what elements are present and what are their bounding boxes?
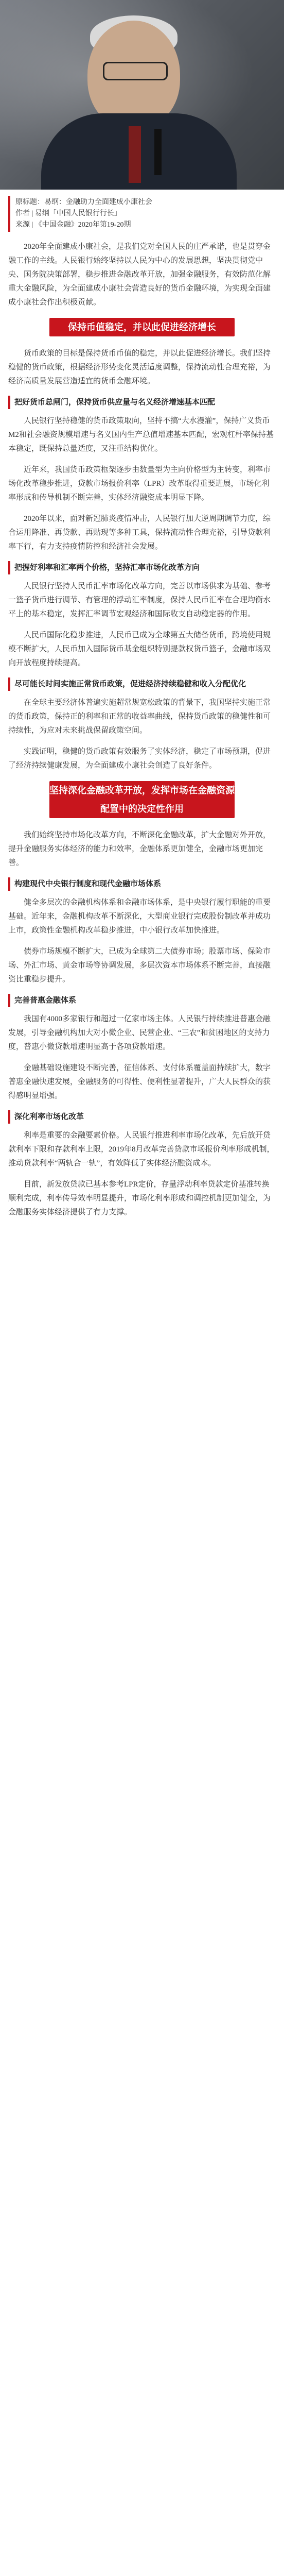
subheading: 把握好利率和汇率两个价格，坚持汇率市场化改革方向 (8, 561, 276, 574)
paragraph: 目前，新发放贷款已基本参考LPR定价，存量浮动利率贷款定价基准转换顺利完成，利率传导效率明显提升，市场化利率形成和调控机制更加健全，为金融服务实体经济提供了有力支撑。 (8, 1180, 271, 1216)
meta-box (8, 196, 276, 232)
hero-photo (0, 0, 284, 190)
paragraph: 在全球主要经济体普遍实施超常规宽松政策的背景下，我国坚持实施正常的货币政策，保持正的利率和正常的收益率曲线，保持货币政策的稳健性和可持续性，为应对未来挑战保留政策空间。 (8, 699, 271, 735)
subheading: 深化利率市场化改革 (8, 1110, 276, 1124)
subheading: 构建现代中央银行制度和现代金融市场体系 (8, 877, 276, 891)
paragraph: 货币政策的目标是保持货币币值的稳定，并以此促进经济增长。我们坚持稳健的货币政策，根据经济形势变化灵活适度调整，保持流动性合理充裕，为经济高质量发展营造适宜的货币金融环境。 (8, 349, 271, 385)
section-title-2: 坚持深化金融改革开放，发挥市场在金融资源配置中的决定性作用 (49, 781, 235, 818)
author-line: 作者 | 易纲「中国人民银行行长」 (15, 210, 121, 217)
paragraph: 人民银行坚持稳健的货币政策取向，坚持不搞“大水漫灌”，保持广义货币M2和社会融资规模增速与名义国内生产总值增速基本匹配，宏观杠杆率保持基本稳定，既保持总量适度，又注重结构优化。 (8, 417, 274, 453)
paragraph: 债券市场规模不断扩大，已成为全球第二大债券市场；股票市场、保险市场、外汇市场、黄金市场等协调发展，多层次资本市场体系不断完善，直接融资比重稳步提升。 (8, 947, 271, 984)
paragraph: 2020年以来，面对新冠肺炎疫情冲击，人民银行加大逆周期调节力度，综合运用降准、再贷款、再贴现等多种工具，保持流动性合理充裕，引导贷款利率下行，有力支持疫情防控和经济社会发展。 (8, 515, 271, 551)
paragraph: 健全多层次的金融机构体系和金融市场体系，是中央银行履行职能的重要基础。近年来，金融机构改革不断深化，大型商业银行完成股份制改革并成功上市，政策性金融机构改革稳步推进，中小银行改革加快推进。 (8, 899, 271, 935)
subheading: 尽可能长时间实施正常货币政策，促进经济持续稳健和收入分配优化 (8, 677, 276, 691)
paragraph: 利率是重要的金融要素价格。人民银行推进利率市场化改革，先后放开贷款利率下限和存款利率上限，2019年8月改革完善贷款市场报价利率形成机制，推动贷款利率“两轨合一轨”，有效降低了实体经济融资成本。 (8, 1131, 275, 1167)
hero-person-tie (129, 126, 141, 183)
subheading: 完善普惠金融体系 (8, 994, 276, 1007)
microphone-icon (154, 129, 162, 175)
hero-person-glasses (103, 62, 168, 80)
article-body (0, 240, 284, 1227)
paragraph: 人民银行坚持人民币汇率市场化改革方向，完善以市场供求为基础、参考一篮子货币进行调节、有管理的浮动汇率制度，保持人民币汇率在合理均衡水平上的基本稳定，发挥汇率调节宏观经济和国际收支自动稳定器的作用。 (8, 582, 271, 618)
paragraph: 人民币国际化稳步推进，人民币已成为全球第五大储备货币，跨境使用规模不断扩大，人民币加入国际货币基金组织特别提款权货币篮子，金融市场双向开放程度持续提高。 (8, 631, 271, 667)
source-line: 来源 | 《中国金融》2020年第19-20期 (15, 221, 131, 229)
paragraph: 实践证明，稳健的货币政策有效服务了实体经济，稳定了市场预期，促进了经济持续健康发展，为全面建成小康社会创造了良好条件。 (8, 748, 271, 770)
subheading: 把好货币总闸门，保持货币供应量与名义经济增速基本匹配 (8, 396, 276, 409)
section-title-1: 保持币值稳定，并以此促进经济增长 (49, 318, 235, 336)
paragraph: 金融基础设施建设不断完善，征信体系、支付体系覆盖面持续扩大，数字普惠金融快速发展，金融服务的可得性、便利性显著提升，广大人民群众的获得感明显增强。 (8, 1064, 271, 1100)
paragraph: 我们始终坚持市场化改革方向，不断深化金融改革，扩大金融对外开放，提升金融服务实体经济的能力和效率，金融体系更加健全，金融市场更加完善。 (8, 831, 271, 867)
paragraph: 我国有4000多家银行和超过一亿家市场主体。人民银行持续推进普惠金融发展，引导金融机构加大对小微企业、民营企业、“三农”和贫困地区的支持力度，普惠小微贷款增速明显高于各项贷款增速。 (8, 1015, 271, 1051)
article-meta (0, 190, 284, 238)
paragraph: 近年来，我国货币政策框架逐步由数量型为主向价格型为主转变，利率市场化改革稳步推进，贷款市场报价利率（LPR）改革取得重要进展，市场化利率形成和传导机制不断完善，实体经济融资成本明显下降。 (8, 466, 271, 502)
original-title: 原标题：易纲：金融助力全面建成小康社会 (15, 198, 152, 206)
intro-paragraph: 2020年全面建成小康社会，是我们党对全国人民的庄严承诺，也是贯穿金融工作的主线。人民银行始终坚持以人民为中心的发展思想，坚决贯彻党中央、国务院决策部署，稳步推进金融改革开放，加强金融服务，有效防范化解重大金融风险，为全面建成小康社会营造良好的货币金融环境，为实现全面建成小康社会作出积极贡献。 (8, 243, 271, 307)
